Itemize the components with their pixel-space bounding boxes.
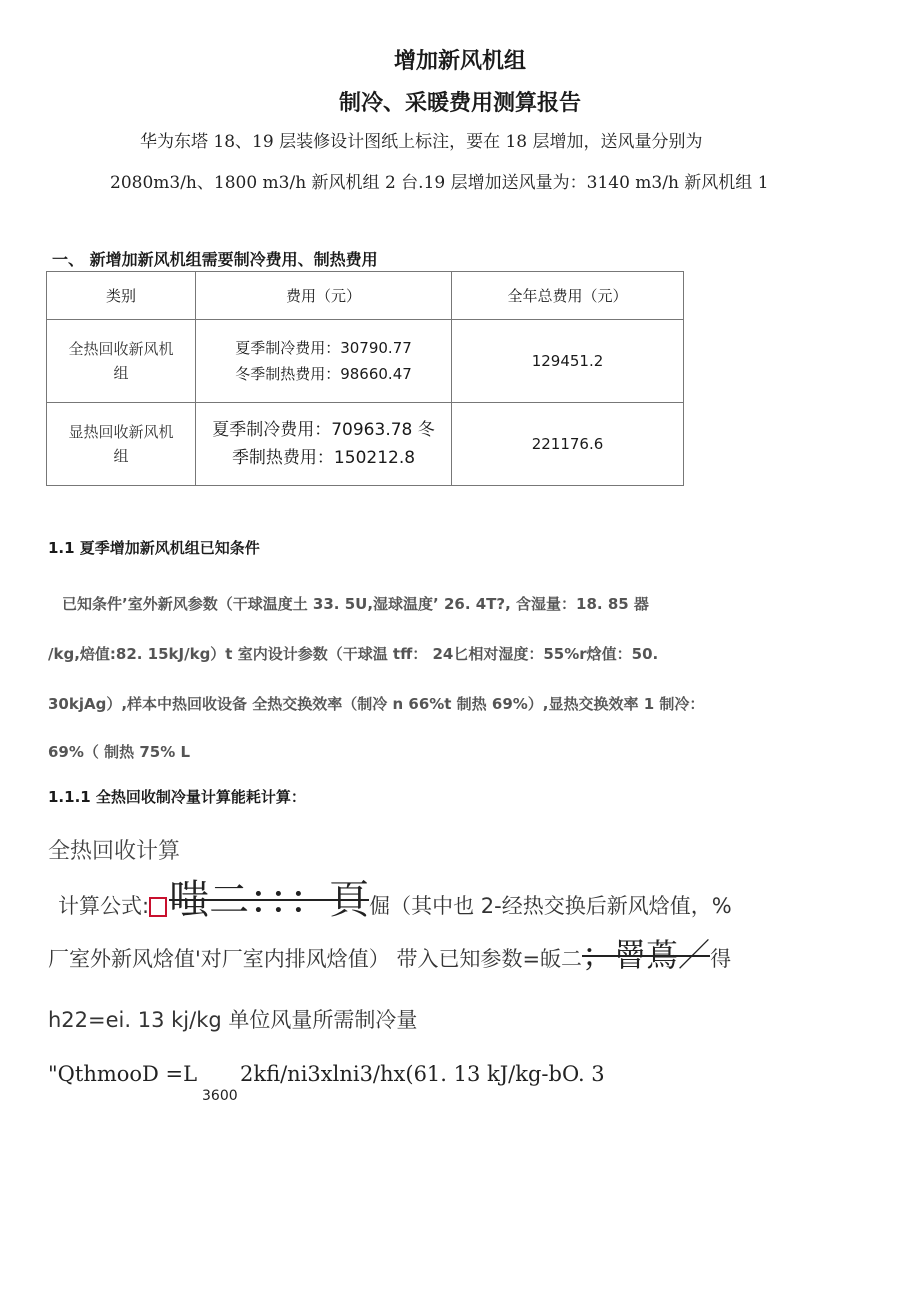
sub111-heading: 1.1.1 全热回收制冷量计算能耗计算： bbox=[48, 788, 306, 806]
conditions-line1: 已知条件’室外新风参数（干球温度土 33. 5U,湿球温度’ 26. 4T?, 含湿量：18. 85 器 bbox=[62, 595, 649, 613]
formula-line2-suffix: 得 bbox=[710, 947, 732, 971]
row2-category bbox=[47, 403, 196, 486]
formula-line4-mid: 2kfi/ni3xlni3/hx(61. 13 kJ/kg-bO. 3 bbox=[240, 1062, 605, 1086]
section1-heading: 一、 新增加新风机组需要制冷费用、制热费用 bbox=[52, 250, 378, 269]
conditions-line3: 30kjAg）,样本中热回收设备 全热交换效率（制冷 n 66%t 制热 69%）,显热交换效率 1 制冷： bbox=[48, 695, 705, 713]
calc-title: 全热回收计算 bbox=[48, 839, 181, 864]
header-fee: 费用（元） bbox=[196, 272, 452, 320]
intro-line2: 2080m3/h、1800 m3/h 新风机组 2 台.19 层增加送风量为：3140 m3/h 新风机组 1 bbox=[110, 173, 769, 193]
unit-cooling-line: h22=ei. 13 kj/kg 单位风量所需制冷量 bbox=[48, 1008, 418, 1032]
header-category: 类别 bbox=[47, 272, 196, 320]
row1-category-b: 组 bbox=[113, 364, 129, 382]
table-row bbox=[47, 403, 684, 486]
conditions-line4: 69%（ 制热 75% L bbox=[48, 743, 191, 761]
row1-fee-a: 夏季制冷费用：30790.77 bbox=[235, 339, 412, 357]
sub11-heading: 1.1 夏季增加新风机组已知条件 bbox=[48, 539, 260, 557]
formula-prefix: 计算公式: bbox=[58, 894, 150, 918]
row1-total: 129451.2 bbox=[452, 320, 684, 403]
row2-category-a: 显热回收新风机 bbox=[68, 423, 174, 441]
formula-line2-prefix: 厂室外新风焓值'对厂室内排风焓值） 带入已知参数=皈二 bbox=[48, 947, 583, 971]
row2-total: 221176.6 bbox=[452, 403, 684, 486]
table-row bbox=[47, 320, 684, 403]
row2-fee bbox=[196, 403, 452, 486]
formula-line2 bbox=[48, 930, 731, 976]
formula-line4: "QthmooD =L bbox=[48, 1062, 198, 1086]
cost-table bbox=[46, 271, 684, 486]
intro-line1: 华为东塔 18、19 层装修设计图纸上标注，要在 18 层增加，送风量分别为 bbox=[140, 132, 703, 152]
formula-suffix: 倔（其中也 2-经热交换后新风焓值，% bbox=[369, 894, 732, 918]
row1-fee bbox=[196, 320, 452, 403]
formula-line2-struck: ；罾蔦／ bbox=[582, 930, 710, 976]
row2-category-b: 组 bbox=[113, 447, 129, 465]
formula-line bbox=[58, 868, 732, 925]
report-title-line1: 增加新风机组 bbox=[393, 49, 526, 74]
checkbox-icon bbox=[149, 897, 167, 917]
row1-category bbox=[47, 320, 196, 403]
row2-fee-b: 季制热费用：150212.8 bbox=[231, 448, 416, 468]
conditions-line2: /kg,焙值:82. 15kJ/kg）t 室内设计参数（干球温 tff： 24匕相对湿度：55%r焓值：50. bbox=[48, 645, 659, 663]
header-total: 全年总费用（元） bbox=[452, 272, 684, 320]
row2-fee-a: 夏季制冷费用：70963.78 冬 bbox=[212, 420, 435, 440]
row1-fee-b: 冬季制热费用：98660.47 bbox=[235, 365, 412, 383]
formula-struck-text: 嗤二：：：頁 bbox=[169, 868, 369, 925]
report-title-line2: 制冷、采暖费用测算报告 bbox=[338, 91, 581, 116]
table-header-row bbox=[47, 272, 684, 320]
formula-line4-sub: 3600 bbox=[202, 1088, 238, 1104]
row1-category-a: 全热回收新风机 bbox=[68, 340, 174, 358]
